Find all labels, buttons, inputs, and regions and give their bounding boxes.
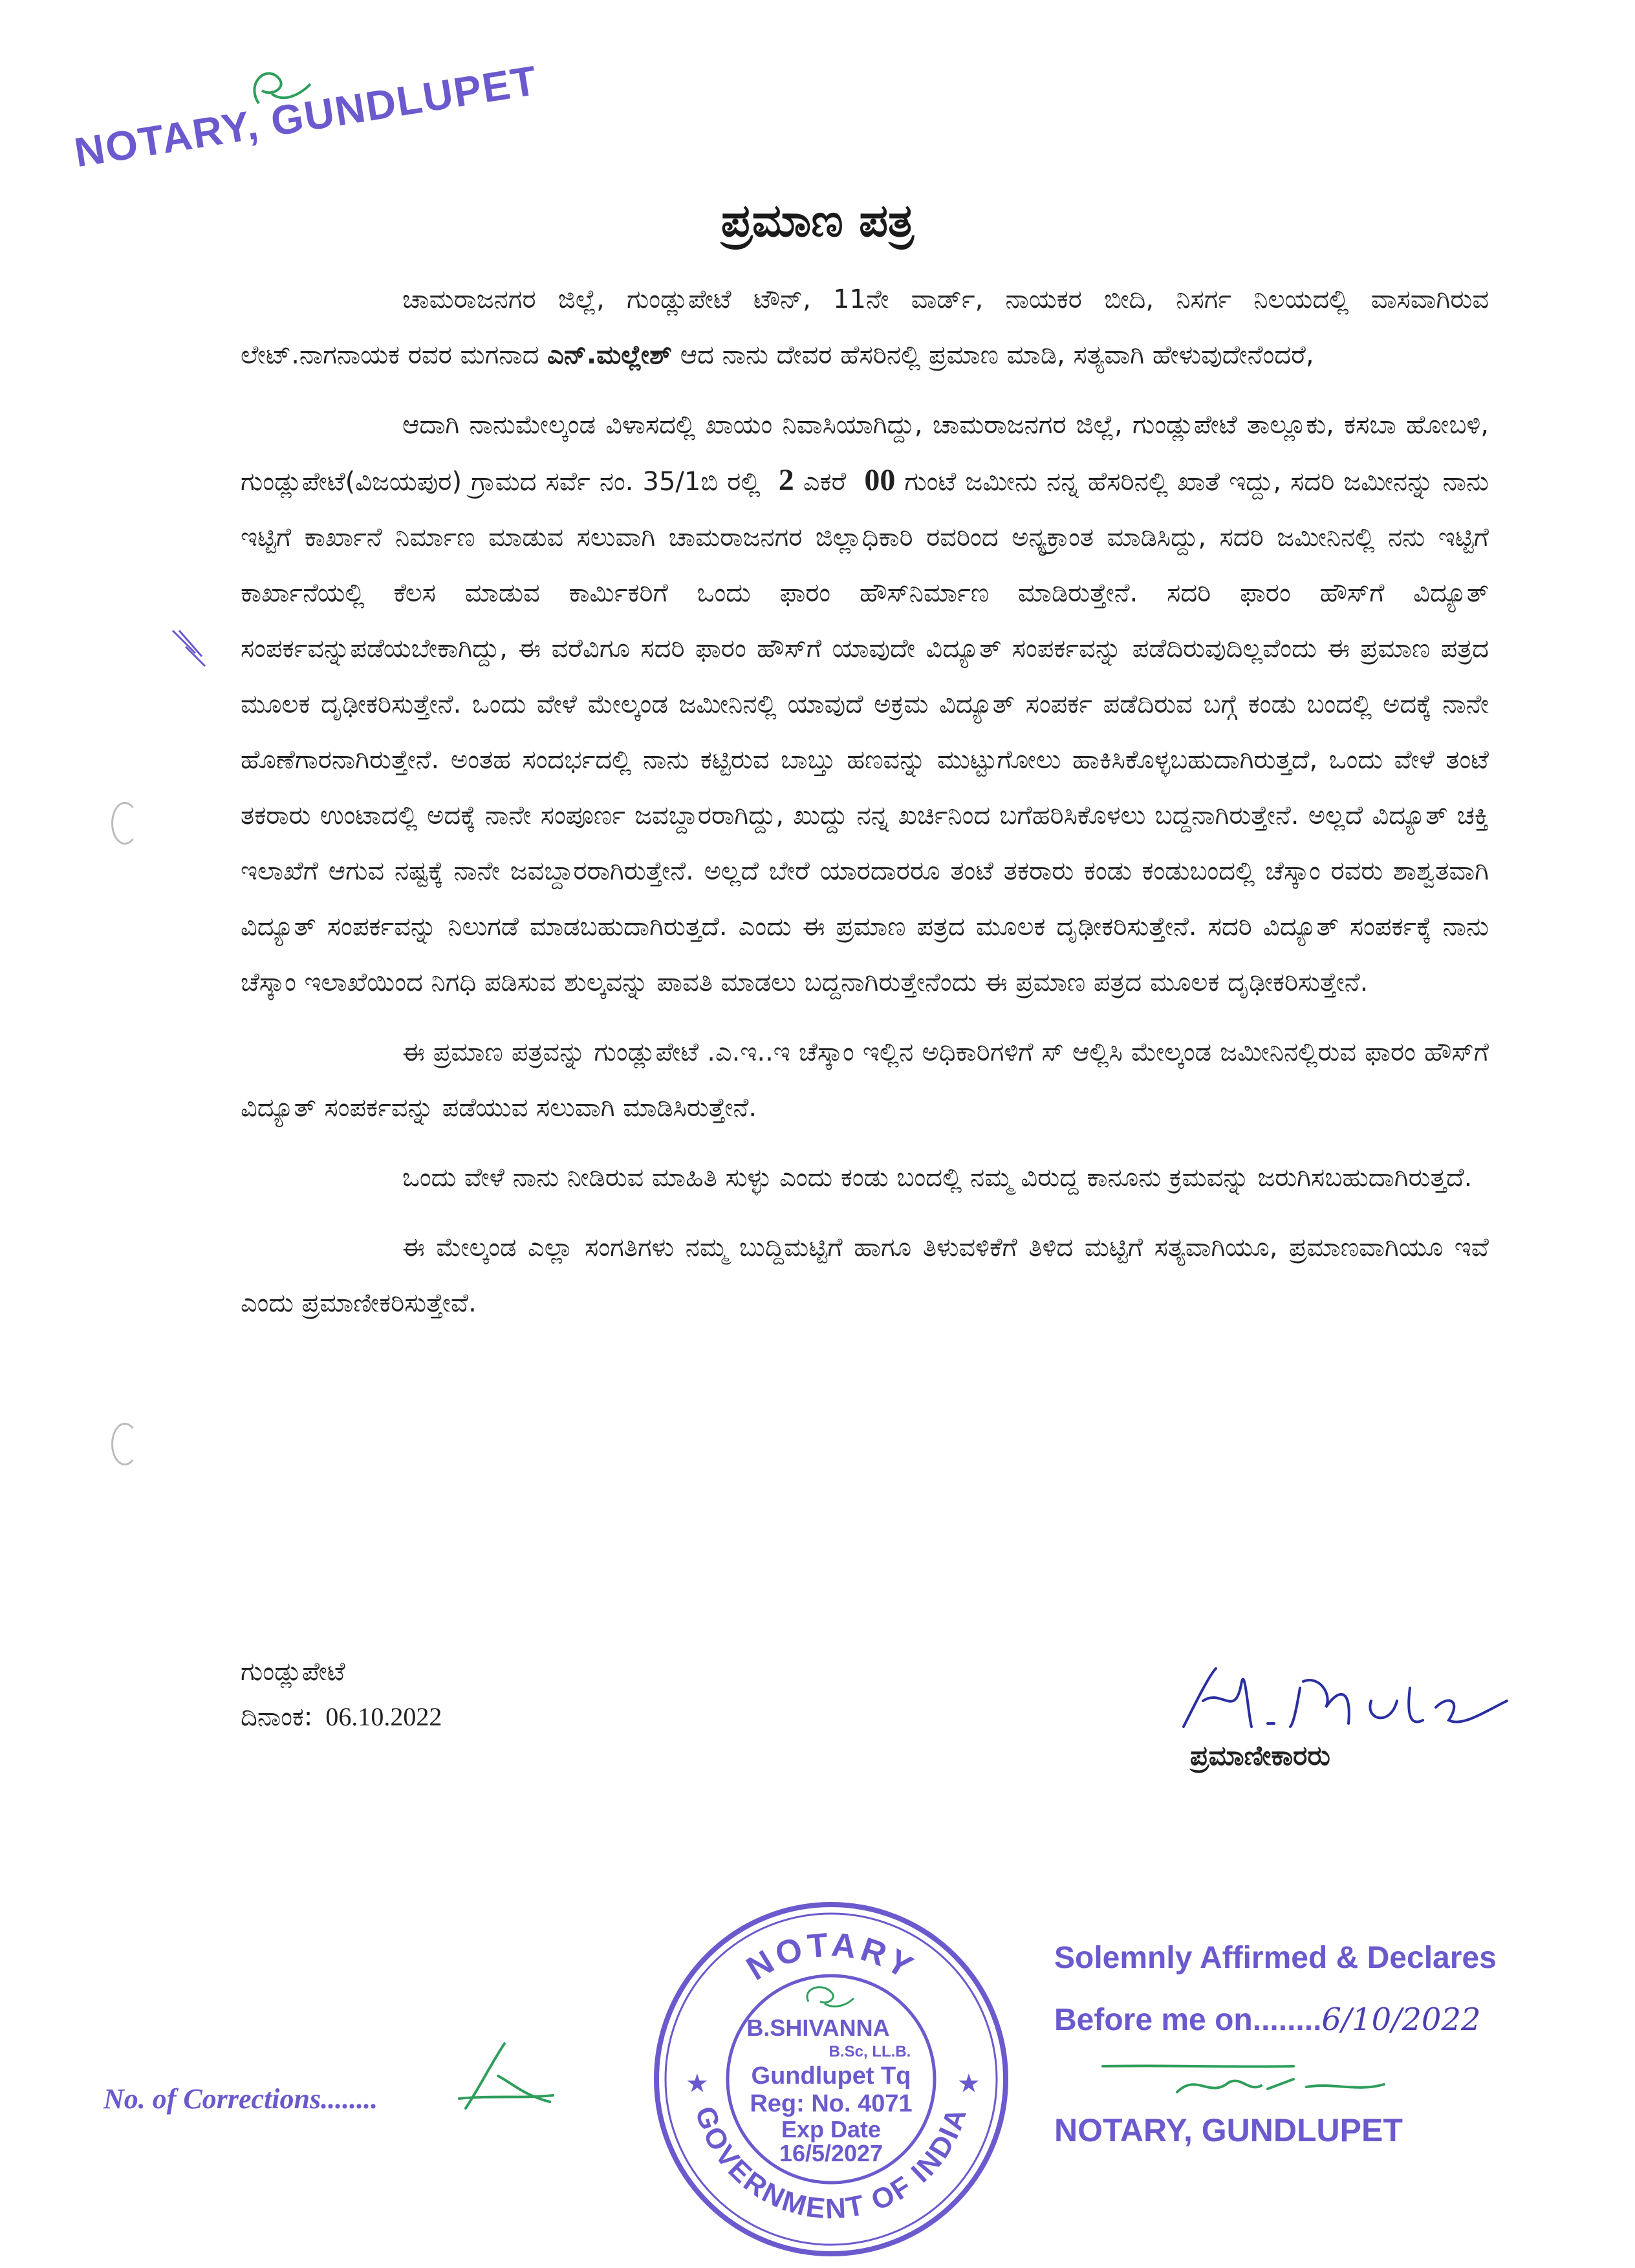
seal-degree: B.Sc, LL.B.: [828, 2043, 911, 2060]
seal-place: Gundlupet Tq: [751, 2062, 911, 2090]
seal-green-mark: [807, 1987, 854, 2007]
date-value: 06.10.2022: [325, 1702, 442, 1731]
p1-text-pre: ಚಾಮರಾಜನಗರ ಜಿಲ್ಲೆ, ಗುಂಡ್ಲುಪೇಟೆ ಟೌನ್, 11ನೇ ವಾರ್ಡ್, ನಾಯಕರ ಬೀದಿ, ನಿಸರ್ಗ ನಿಲಯದಲ್ಲಿ ವಾಸವಾಗಿರುವ ಲೇಟ್.ನಾಗನಾಯಕ ರವರ ಮಗನಾದ: [241, 285, 1489, 370]
affirm-line-3: NOTARY, GUNDLUPET: [1054, 2112, 1403, 2148]
gunte-value: 00: [864, 463, 896, 497]
paragraph-2: [241, 397, 1489, 1010]
deponent-signature: [1177, 1662, 1513, 1746]
corrections-green-mark: [453, 2037, 556, 2115]
date-line: [241, 1694, 442, 1740]
seal-top-text: NOTARY: [740, 1926, 922, 1988]
date-label: ದಿನಾಂಕ:: [241, 1702, 313, 1732]
p1-text-post: ಆದ ನಾನು ದೇವರ ಹೆಸರಿನಲ್ಲಿ ಪ್ರಮಾಣ ಮಾಡಿ, ಸತ್ಯವಾಗಿ ಹೇಳುವುದೇನೆಂದರೆ,: [680, 340, 1314, 370]
seal-star-right: ★: [957, 2069, 980, 2099]
place-label: ಗುಂಡ್ಲುಪೇಟೆ: [241, 1657, 345, 1687]
seal-exp-date: 16/5/2027: [779, 2140, 883, 2166]
seal-star-left: ★: [686, 2069, 709, 2099]
paragraph-3: ಈ ಪ್ರಮಾಣ ಪತ್ರವನ್ನು ಗುಂಡ್ಲುಪೇಟೆ .ಎ.ಇ..ಇ ಚೆಸ್ಕಾಂ ಇಲ್ಲಿನ ಅಧಿಕಾರಿಗಳಿಗೆ ಸ್ ಆಲ್ಲಿಸಿ ಮೇಲ್ಕಂಡ ಜಮೀನಿನಲ್ಲಿರುವ ಫಾರಂ ಹೌಸ್‌ಗೆ ವಿದ್ಯೂತ್ ಸಂಪರ್ಕವನ್ನು ಪಡೆಯುವ ಸಲುವಾಗಿ ಮಾಡಿಸಿರುತ್ತೇನೆ.: [241, 1037, 1489, 1123]
notary-green-signature: [1099, 2047, 1488, 2105]
p2-text-pre: ಆದಾಗಿ ನಾನುಮೇಲ್ಕಂಡ ವಿಳಾಸದಲ್ಲಿ ಖಾಯಂ ನಿವಾಸಿಯಾಗಿದ್ದು, ಚಾಮರಾಜನಗರ ಜಿಲ್ಲೆ, ಗುಂಡ್ಲುಪೇಟೆ ತಾಲ್ಲೂಕು, ಕಸಬಾ ಹೋಬಳಿ, ಗುಂಡ್ಲುಪೇಟೆ(ವಿಜಯಪುರ) ಗ್ರಾಮದ ಸರ್ವೆ ನಂ. 35/1ಬಿ ರಲ್ಲಿ: [241, 410, 1489, 497]
document-title: ಪ್ರಮಾಣ ಪತ್ರ: [720, 194, 915, 247]
corrections-stamp: [103, 2082, 378, 2115]
seal-bottom-text: GOVERNMENT OF INDIA: [689, 2102, 973, 2225]
affirm-before-me: Before me on........: [1054, 2003, 1322, 2037]
affirm-line-1: Solemnly Affirmed & Declares: [1054, 1941, 1497, 1975]
notary-round-seal: [647, 1895, 1015, 2263]
punch-hole-mark: [111, 1423, 138, 1465]
paragraph-1: [241, 272, 1489, 383]
punch-hole-mark: [111, 802, 138, 845]
signer-label: ಪ್ರಮಾಣೀಕಾರರು: [1190, 1740, 1330, 1771]
paragraph-4: ಒಂದು ವೇಳೆ ನಾನು ನೀಡಿರುವ ಮಾಹಿತಿ ಸುಳ್ಳು ಎಂದು ಕಂಡು ಬಂದಲ್ಲಿ ನಮ್ಮ ವಿರುದ್ದ ಕಾನೂನು ಕ್ರಮವನ್ನು ಜರುಗಿಸಬಹುದಾಗಿರುತ್ತದೆ.: [402, 1163, 1473, 1193]
acre-value: 2: [778, 463, 794, 497]
seal-reg-no: Reg: No. 4071: [750, 2090, 913, 2117]
seal-notary-name: B.SHIVANNA: [746, 2014, 890, 2041]
corrections-text: No. of Corrections........: [103, 2083, 378, 2115]
deponent-name: ಎನ್.ಮಲ್ಲೇಶ್: [547, 340, 672, 370]
seal-exp-label: Exp Date: [781, 2116, 882, 2143]
top-stamp-text: NOTARY, GUNDLUPET: [71, 56, 541, 177]
top-notary-stamp: [65, 45, 541, 213]
affirm-handwritten-date: 6/10/2022: [1321, 2002, 1481, 2038]
affirm-line-2: [1054, 2002, 1481, 2038]
paragraph-5: ಈ ಮೇಲ್ಕಂಡ ಎಲ್ಲಾ ಸಂಗತಿಗಳು ನಮ್ಮ ಬುದ್ದಿಮಟ್ಟಿಗೆ ಹಾಗೂ ತಿಳುವಳಿಕೆಗೆ ತಿಳಿದ ಮಟ್ಟಿಗೆ ಸತ್ಯವಾಗಿಯೂ, ಪ್ರಮಾಣವಾಗಿಯೂ ಇವೆ ಎಂದು ಪ್ರಮಾಣೀಕರಿಸುತ್ತೇವೆ.: [241, 1233, 1489, 1318]
p2-text-post: ಗುಂಟೆ ಜಮೀನು ನನ್ನ ಹೆಸರಿನಲ್ಲಿ ಖಾತೆ ಇದ್ದು, ಸದರಿ ಜಮೀನನ್ನು ನಾನು ಇಟ್ಟಿಗೆ ಕಾರ್ಖಾನೆ ನಿರ್ಮಾಣ ಮಾಡುವ ಸಲುವಾಗಿ ಚಾಮರಾಜನಗರ ಜಿಲ್ಲಾಧಿಕಾರಿ ರವರಿಂದ ಅನ್ಯಕ್ರಾಂತ ಮಾಡಿಸಿದ್ದು, ಸದರಿ ಜಮೀನಿನಲ್ಲಿ ನನು ಇಟ್ಟಿಗೆ ಕಾರ್ಖಾನೆಯಲ್ಲಿ ಕೆಲಸ ಮಾಡುವ ಕಾರ್ಮಿಕರಿಗೆ ಒಂದು ಫಾರಂ ಹೌಸ್‌ನಿರ್ಮಾಣ ಮಾಡಿರುತ್ತೇನೆ. ಸದರಿ ಫಾರಂ ಹೌಸ್‌ಗೆ ವಿದ್ಯೂತ್ ಸಂಪರ್ಕವನ್ನುಪಡೆಯಬೇಕಾಗಿದ್ದು, ಈ ವರೆವಿಗೂ ಸದರಿ ಫಾರಂ ಹೌಸ್‌ಗೆ ಯಾವುದೇ ವಿದ್ಯೂತ್ ಸಂಪರ್ಕವನ್ನು ಪಡೆದಿರುವುದಿಲ್ಲವೆಂದು ಈ ಪ್ರಮಾಣ ಪತ್ರದ ಮೂಲಕ ದೃಢೀಕರಿಸುತ್ತೇನೆ. ಒಂದು ವೇಳೆ ಮೇಲ್ಕಂಡ ಜಮೀನಿನಲ್ಲಿ ಯಾವುದೆ ಅಕ್ರಮ ವಿದ್ಯೂತ್ ಸಂಪರ್ಕ ಪಡೆದಿರುವ ಬಗ್ಗೆ ಕಂಡು ಬಂದಲ್ಲಿ ಅದಕ್ಕೆ ನಾನೇ ಹೊಣೆಗಾರನಾಗಿರುತ್ತೇನೆ. ಅಂತಹ ಸಂದರ್ಭದಲ್ಲಿ ನಾನು ಕಟ್ಟಿರುವ ಬಾಬ್ತು ಹಣವನ್ನು ಮುಟ್ಟುಗೋಲು ಹಾಕಿಸಿಕೊಳ್ಳಬಹುದಾಗಿರುತ್ತದೆ, ಒಂದು ವೇಳೆ ತಂಟೆ ತಕರಾರು ಉಂಟಾದಲ್ಲಿ ಅದಕ್ಕೆ ನಾನೇ ಸಂಪೂರ್ಣ ಜವಬ್ದಾರರಾಗಿದ್ದು, ಖುದ್ದು ನನ್ನ ಖರ್ಚಿನಿಂದ ಬಗೆಹರಿಸಿಕೊಳಲು ಬದ್ದನಾಗಿರುತ್ತೇನೆ. ಅಲ್ಲದೆ ವಿದ್ಯೂತ್ ಚಕ್ತಿ ಇಲಾಖೆಗೆ ಆಗುವ ನಷ್ಟಕ್ಕೆ ನಾನೇ ಜವಬ್ದಾರರಾಗಿರುತ್ತೇನೆ. ಅಲ್ಲದೆ ಬೇರೆ ಯಾರದಾರರೂ ತಂಟೆ ತಕರಾರು ಕಂಡು ಕಂಡುಬಂದಲ್ಲಿ ಚೆಸ್ಕಾಂ ರವರು ಶಾಶ್ವತವಾಗಿ ವಿದ್ಯೂತ್ ಸಂಪರ್ಕವನ್ನು ನಿಲುಗಡೆ ಮಾಡಬಹುದಾಗಿರುತ್ತದೆ. ಎಂದು ಈ ಪ್ರಮಾಣ ಪತ್ರದ ಮೂಲಕ ದೃಢೀಕರಿಸುತ್ತೇನೆ. ಸದರಿ ವಿದ್ಯೂತ್ ಸಂಪರ್ಕಕ್ಕೆ ನಾನು ಚೆಸ್ಕಾಂ ಇಲಾಖೆಯಿಂದ ನಿಗಧಿ ಪಡಿಸುವ ಶುಲ್ಕವನ್ನು ಪಾವತಿ ಮಾಡಲು ಬದ್ದನಾಗಿರುತ್ತೇನೆಂದು ಈ ಪ್ರಮಾಣ ಪತ್ರದ ಮೂಲಕ ದೃಢೀಕರಿಸುತ್ತೇನೆ.: [241, 467, 1489, 997]
acre-label: ಎಕರೆ: [803, 467, 847, 497]
margin-tick-mark: [169, 627, 208, 673]
affidavit-body: [241, 272, 1489, 1345]
